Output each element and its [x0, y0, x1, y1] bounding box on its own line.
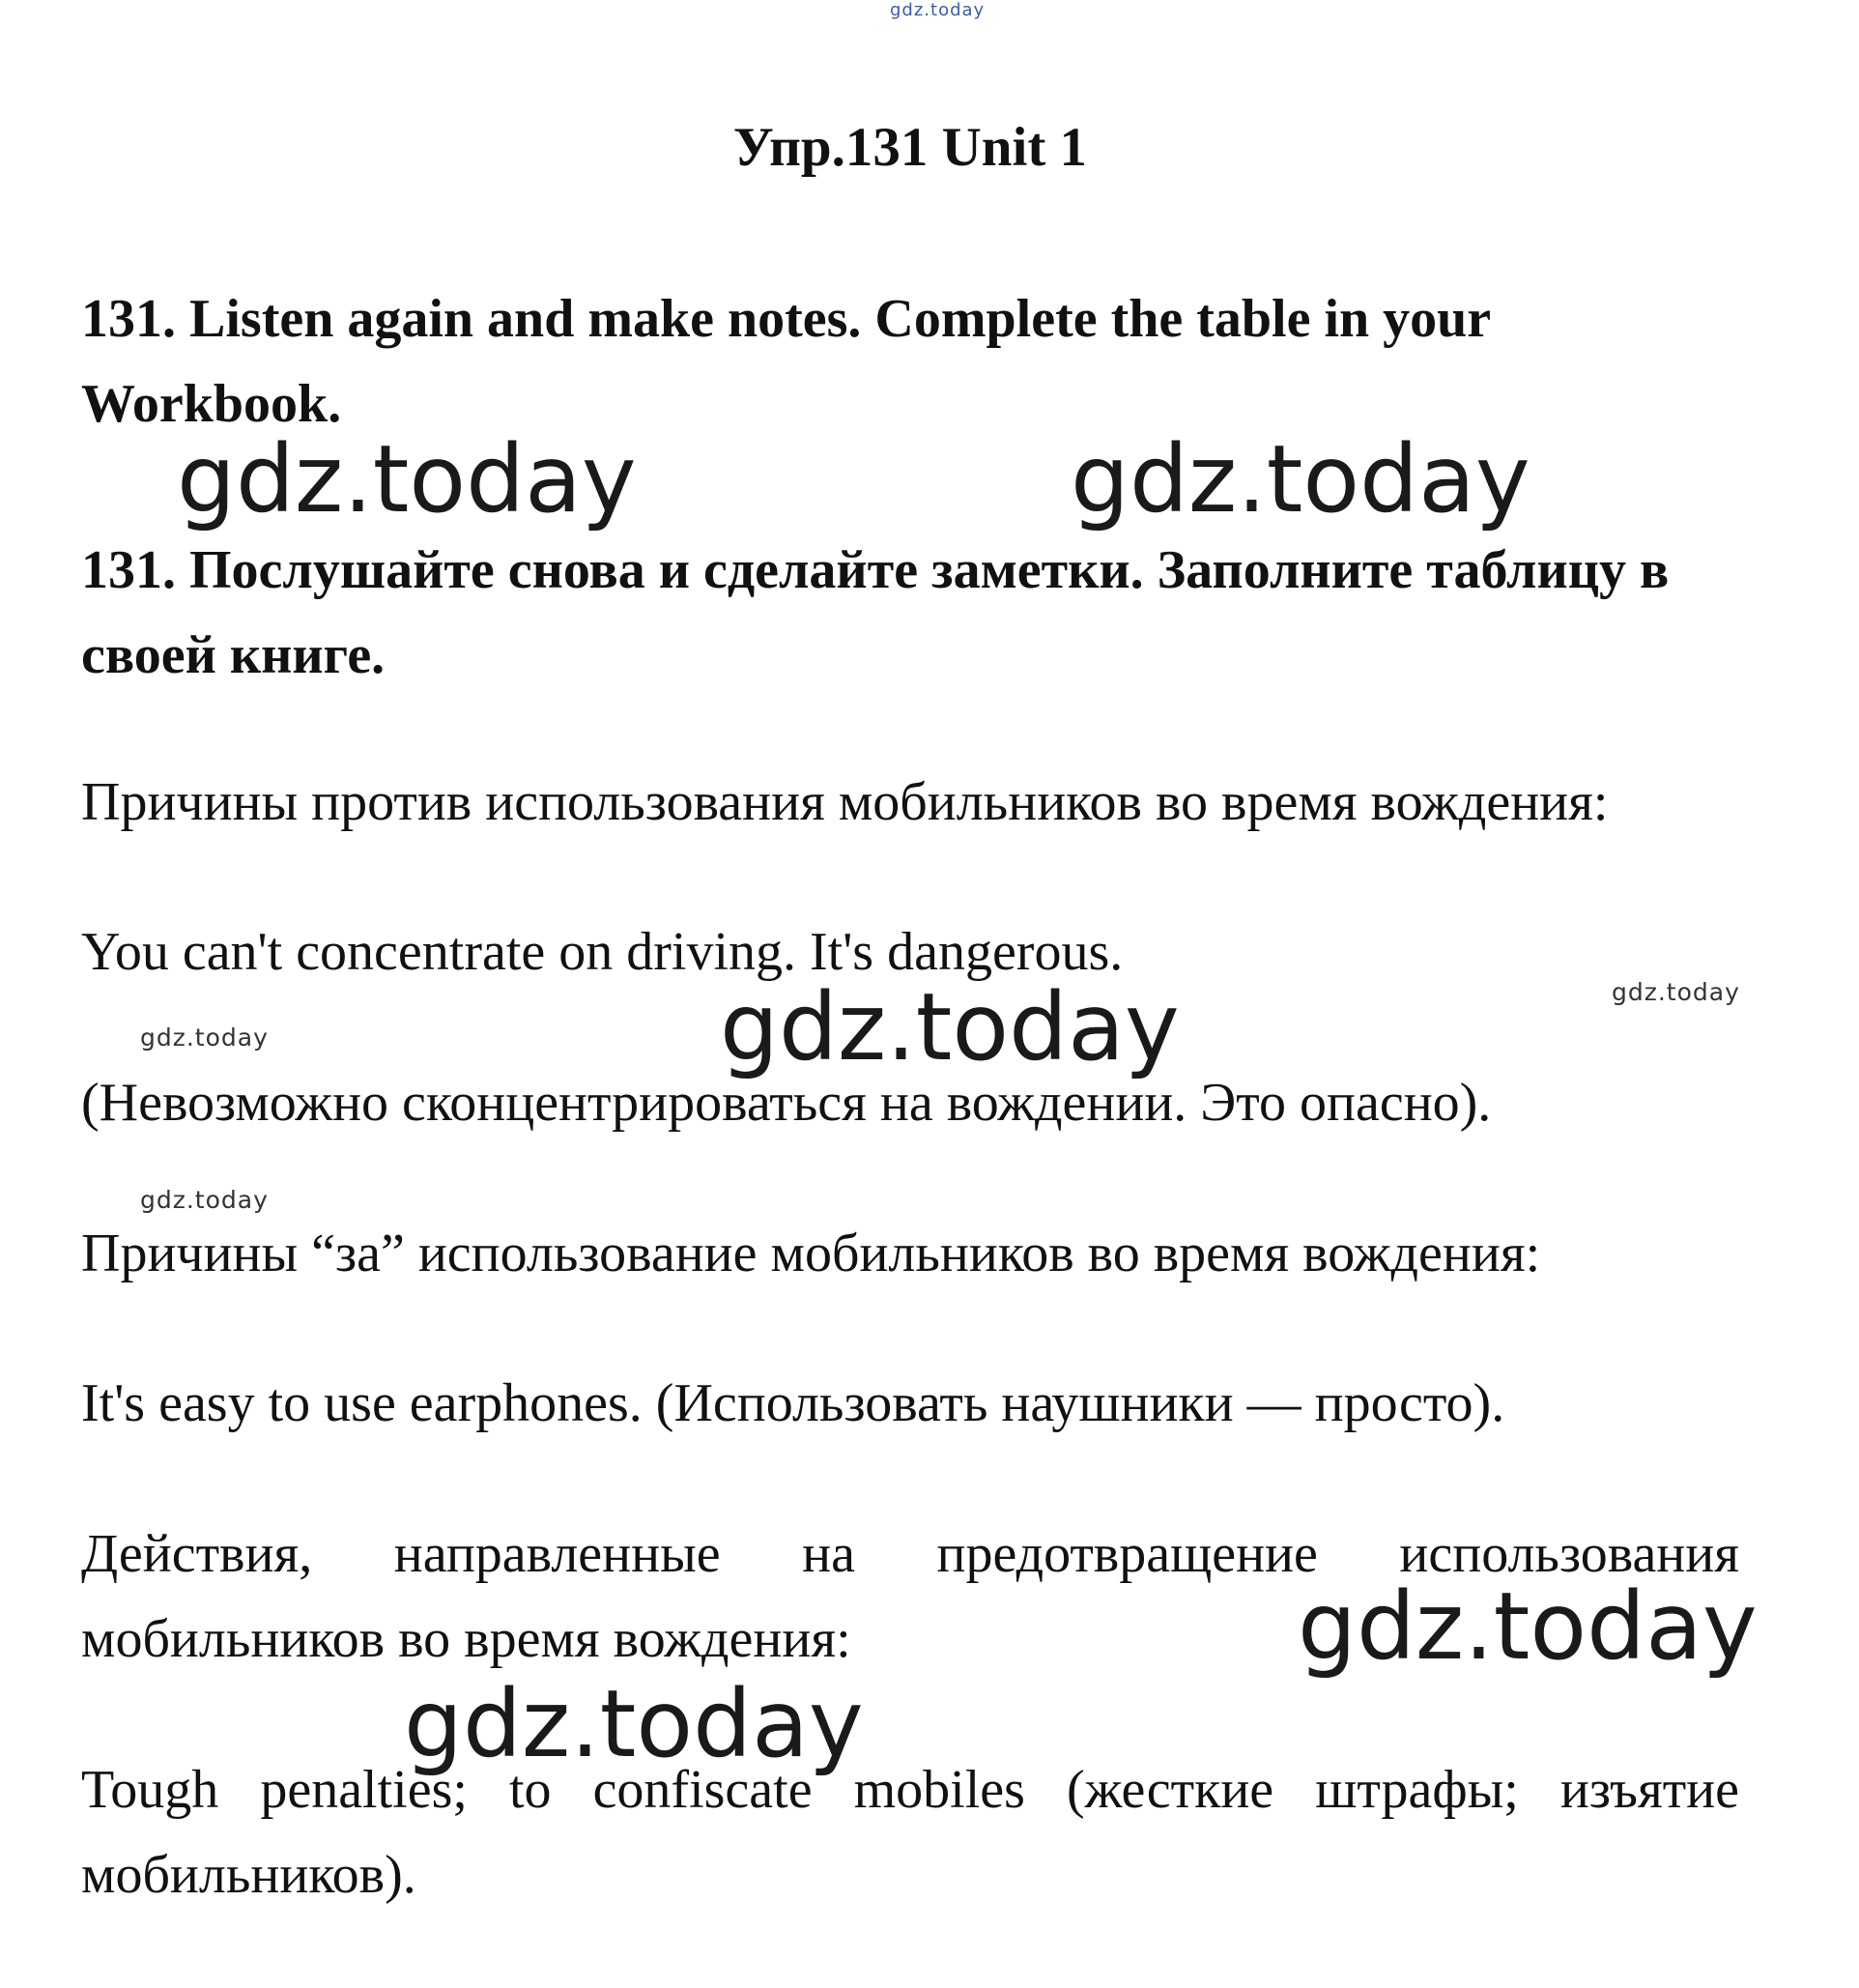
for-answer: It's easy to use earphones. (Использовать наушники — просто). [81, 1373, 1505, 1433]
actions-answer-line2: мобильников). [81, 1845, 416, 1905]
against-heading: Причины против использования мобильников во время вождения: [81, 772, 1609, 832]
watermark-large-4: gdz.today [1298, 1572, 1758, 1681]
watermark-small-right: gdz.today [1612, 978, 1740, 1006]
watermark-large-1: gdz.today [177, 425, 637, 533]
watermark-large-3: gdz.today [720, 973, 1180, 1081]
task-heading-ru-line1: 131. Послушайте снова и сделайте заметки. Заполните таблицу в [81, 540, 1670, 600]
for-heading: Причины “за” использование мобильников во время вождения: [81, 1224, 1541, 1283]
task-heading-ru [81, 528, 1762, 698]
watermark-small-left-2: gdz.today [140, 1186, 269, 1214]
against-answer: You can't concentrate on driving. It's dangerous. [81, 922, 1124, 982]
against-translation: (Невозможно сконцентрироваться на вождении. Это опасно). [81, 1073, 1492, 1133]
actions-heading-line2: мобильников во время вождения: [81, 1609, 851, 1669]
task-heading-en-line1: 131. Listen again and make notes. Complete the table in your [81, 289, 1492, 349]
actions-heading-line1: Действия, направленные на предотвращение использования [81, 1524, 1739, 1584]
actions-answer [81, 1747, 1739, 1917]
watermark-top: gdz.today [890, 0, 986, 20]
watermark-small-left-1: gdz.today [140, 1023, 269, 1052]
page-title: Упр.131 Unit 1 [732, 117, 1088, 178]
watermark-large-2: gdz.today [1071, 425, 1530, 533]
task-heading-en [81, 276, 1743, 447]
actions-answer-line1: Tough penalties; to confiscate mobiles (жесткие штрафы; изъятие [81, 1760, 1739, 1820]
task-heading-ru-line2: своей книге. [81, 625, 386, 685]
task-heading-en-line2: Workbook. [81, 374, 342, 434]
watermark-large-5: gdz.today [404, 1670, 864, 1778]
